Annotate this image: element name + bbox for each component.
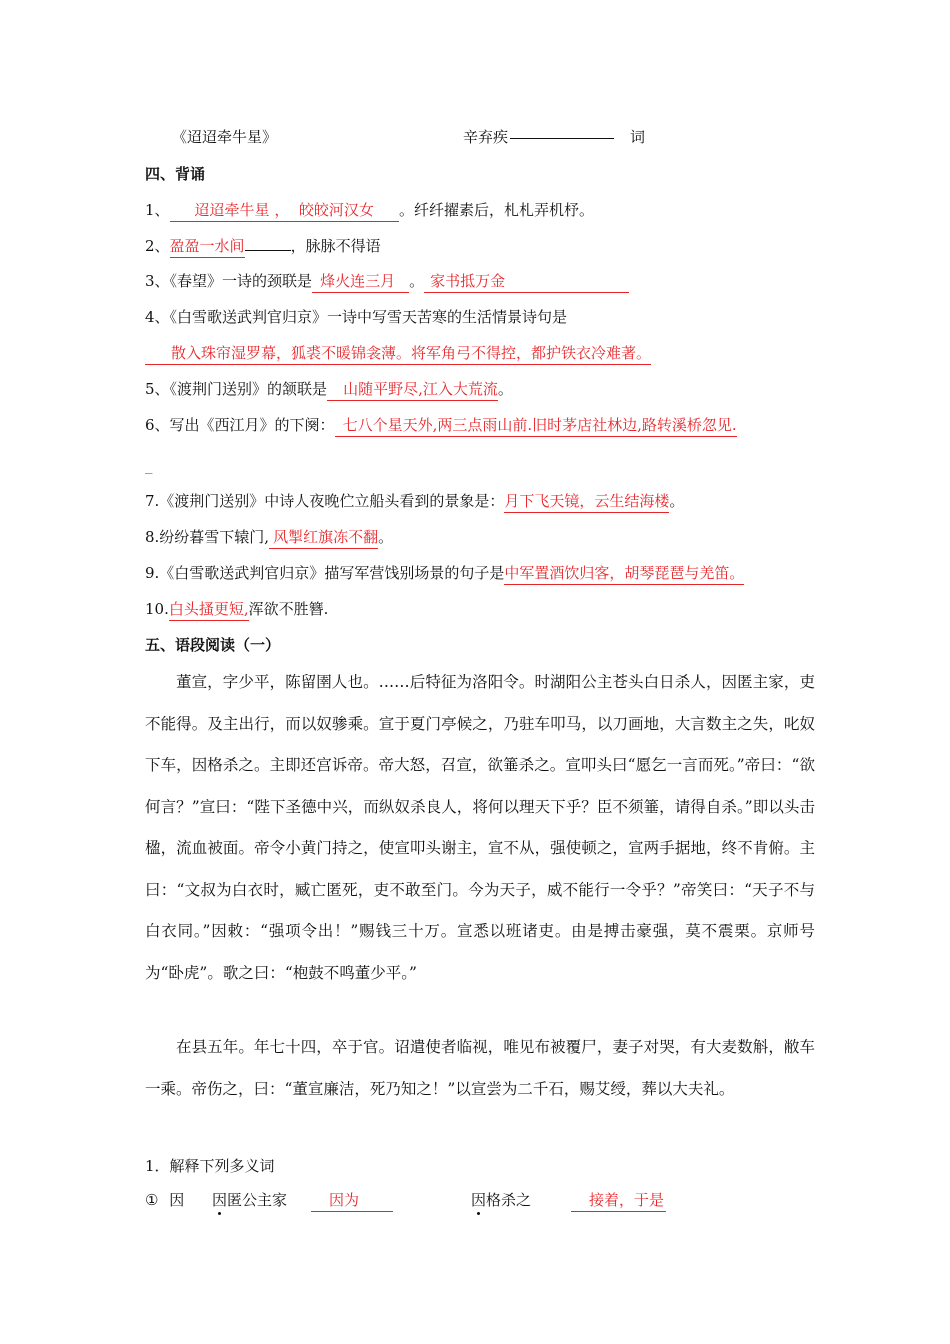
answer-field: [424, 270, 629, 293]
question-8: [145, 526, 393, 549]
question-9: [145, 562, 744, 585]
poem-title: 《迢迢牵牛星》: [172, 128, 278, 146]
answer-field: [327, 378, 498, 401]
author-blank-rule: [510, 138, 614, 139]
reading-question-1-item: [145, 1189, 184, 1211]
answer-text: 中军置酒饮归客，胡琴琵琶与羌笛。: [504, 564, 745, 582]
answer-text: 家书抵万金: [430, 272, 506, 290]
answer-field: [169, 598, 249, 621]
passage-paragraph-1: 董宣，字少平，陈留圉人也。……后特征为洛阳令。时湖阳公主苍头白日杀人，因匿主家，吏不能得。及主出行，而以奴骖乘。宣于夏门亭候之，乃驻车叩马，以刀画地，大言数主之失，叱奴下车，因格杀之。主即还宫诉帝。帝大怒，召宣，欲箠杀之。宣叩头曰“愿乞一言而死。”帝曰：“欲何言？”宣曰：“陛下圣德中兴，而纵奴杀良人，将何以理天下乎？臣不须箠，请得自杀。”即以头击楹，流血被面。帝令小黄门持之，使宣叩头谢主，宣不从，强使顿之，宣两手据地，终不肯俯。主曰：“文叔为白衣时，臧亡匿死，吏不敢至门。今为天子，威不能行一令乎？”帝笑曰：“天子不与白衣同。”因敕：“强项令出！”赐钱三十万。宣悉以班诸吏。由是搏击豪强，莫不震栗。京师号为“卧虎”。歌之曰：“枹鼓不鸣董少平。”: [145, 673, 815, 982]
answer-text: 月下飞天镜，云生结海楼: [504, 492, 670, 510]
question-text: 《春望》一诗的颈联是: [169, 272, 313, 290]
context-2: [471, 1189, 531, 1211]
author-name: 辛弃疾: [463, 128, 509, 146]
answer-field: [335, 414, 737, 437]
answer-text: 烽火连三月: [320, 272, 396, 290]
context-1: [212, 1189, 287, 1211]
section-title-reading: 五、语段阅读（一）: [145, 636, 281, 654]
question-text: 《渡荆门送别》的颔联是: [169, 380, 328, 398]
answer-blank: [245, 234, 291, 251]
punctuation: 。: [378, 528, 394, 546]
question-7: [145, 490, 684, 513]
question-number: 10.: [145, 600, 169, 618]
question-text: 写出《西江月》的下阕：: [169, 416, 335, 434]
answer-text: 因为: [329, 1191, 360, 1209]
answer-text: 盈盈一水间: [169, 237, 245, 255]
question-text: 9.《白雪歌送武判官归京》描写军营饯别场景的句子是: [145, 564, 505, 582]
answer-text: 白头搔更短,: [168, 600, 249, 618]
emphasis-char: 因: [212, 1191, 228, 1209]
reading-question-1-title: 1．解释下列多义词: [145, 1157, 275, 1175]
answer-text: 迢迢牵牛星: [194, 201, 270, 219]
context-text: 格杀之: [486, 1191, 532, 1209]
question-3: [145, 270, 629, 293]
question-text: ，脉脉不得语: [290, 237, 381, 255]
target-word: 因: [169, 1191, 185, 1209]
answer-text: 接着，于是: [589, 1191, 665, 1209]
question-text: 。纤纤擢素后，札札弄机杼。: [399, 201, 595, 219]
answer-separator: ，: [274, 201, 290, 219]
question-number: 4、: [145, 308, 170, 326]
answer-field: [311, 1189, 393, 1212]
question-text: 《白雪歌送武判官归京》一诗中写雪天苦寒的生活情景诗句是: [169, 308, 568, 326]
answer-field-1: [311, 1189, 393, 1212]
question-10: [145, 598, 328, 621]
punctuation: 。: [669, 492, 685, 510]
question-text: 7.《渡荆门送别》中诗人夜晚伫立船头看到的景象是：: [145, 492, 505, 510]
question-5: [145, 378, 513, 401]
item-marker: ①: [145, 1191, 159, 1209]
answer-text: 山随平野尽,江入大荒流: [343, 380, 498, 398]
question-1: [145, 199, 594, 222]
author-suffix: 词: [630, 128, 646, 146]
question-number: 6、: [145, 416, 170, 434]
answer-field: [504, 562, 744, 585]
question-number: 2、: [145, 237, 170, 255]
answer-text: 皎皎河汉女: [298, 201, 374, 219]
answer-text: 散入珠帘湿罗幕，狐裘不暖锦衾薄。将军角弓不得控，都护铁衣冷难著。: [171, 344, 652, 362]
question-4-answer: [145, 342, 651, 365]
question-number: 5、: [145, 380, 170, 398]
answer-field: [269, 526, 378, 549]
question-text: 8.纷纷暮雪下辕门,: [145, 528, 270, 546]
emphasis-char: 因: [471, 1191, 487, 1209]
answer-field: [145, 342, 651, 365]
context-text: 匿公主家: [227, 1191, 288, 1209]
answer-text: 七八个星天外,两三点雨山前.旧时茅店社林边,路转溪桥忽见.: [342, 416, 737, 434]
answer-field: [504, 490, 669, 513]
answer-text: 风掣红旗冻不翻: [273, 528, 379, 546]
punctuation: 。: [497, 380, 513, 398]
answer-field: [170, 199, 399, 222]
question-6: [145, 414, 737, 437]
question-6-continuation: _: [145, 456, 153, 474]
question-4: [145, 306, 567, 328]
question-2: [145, 234, 381, 258]
answer-field: [571, 1189, 666, 1212]
question-text: 浑欲不胜簪.: [248, 600, 329, 618]
answer-field: [170, 235, 245, 258]
poem-author-line: [463, 126, 645, 148]
punctuation: 。: [409, 272, 425, 290]
answer-field: [312, 270, 409, 293]
question-number: 1、: [145, 201, 170, 219]
passage-paragraph-2: 在县五年。年七十四，卒于官。诏遣使者临视，唯见布被覆尸，妻子对哭，有大麦数斛，敝车一乘。帝伤之，曰：“董宣廉洁，死乃知之！”以宣尝为二千石，赐艾绶，葬以大夫礼。: [145, 1038, 815, 1098]
section-title-recite: 四、背诵: [145, 165, 206, 183]
answer-field-2: [571, 1189, 666, 1212]
question-number: 3、: [145, 272, 170, 290]
